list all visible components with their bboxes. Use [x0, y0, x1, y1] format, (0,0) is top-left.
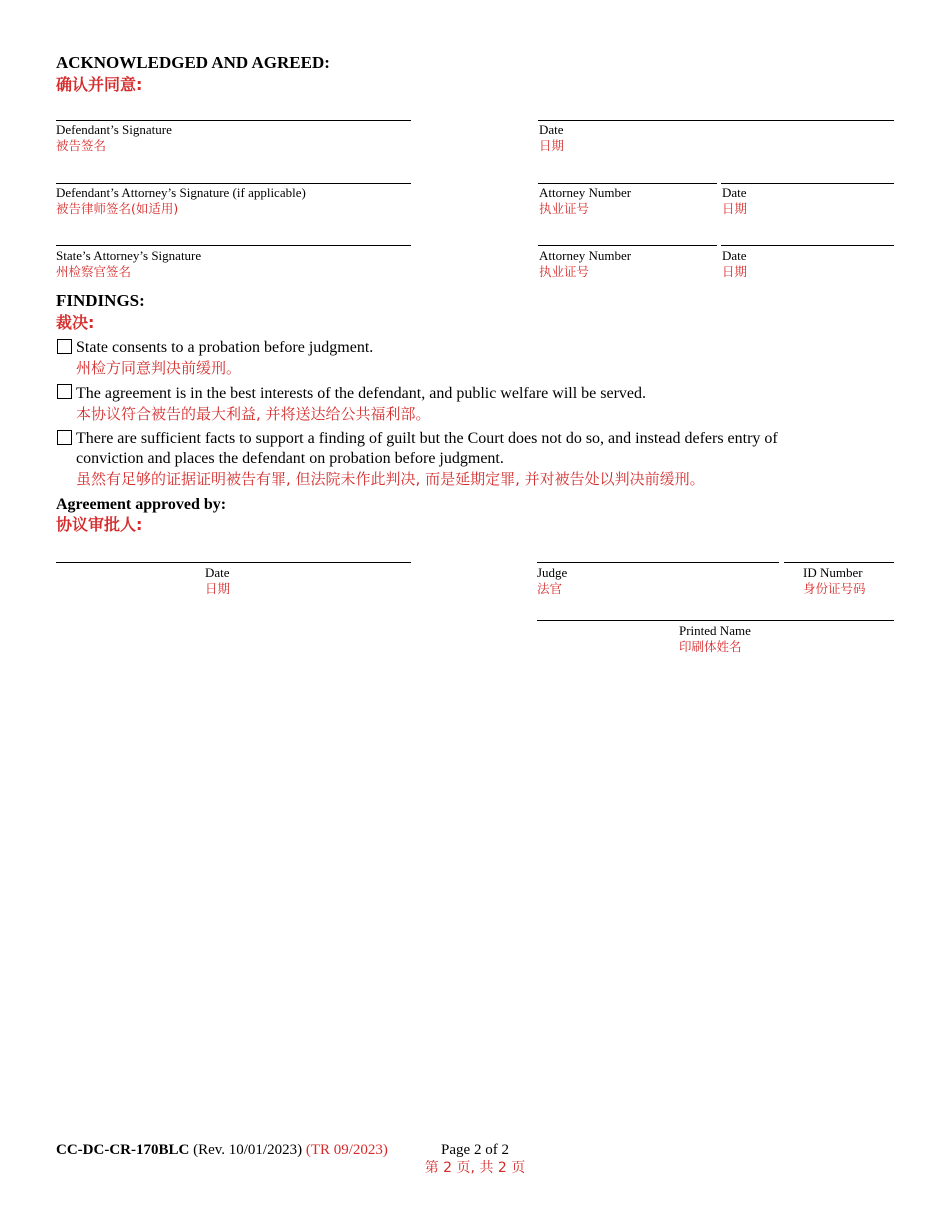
approval-heading — [56, 495, 226, 535]
approval-date-line[interactable] — [56, 562, 411, 563]
page-number — [420, 1141, 530, 1177]
defendant-attorney-date-line[interactable] — [721, 183, 894, 184]
page-number-zh: 第 2 页, 共 2 页 — [424, 1160, 526, 1176]
approval-date-label: Date 日期 — [205, 565, 231, 596]
finding-1-text: State consents to a probation before judgment. 州检方同意判决前缓刑。 — [76, 339, 374, 377]
defendant-attorney-date-label: Date 日期 — [722, 185, 748, 216]
findings-heading — [56, 290, 145, 334]
printed-name-label: Printed Name 印刷体姓名 — [679, 623, 751, 654]
findings-heading-zh: 裁决: — [56, 313, 95, 332]
form-identifier — [56, 1141, 388, 1159]
finding-2-text: The agreement is in the best interests of the defendant, and public welfare will be served. 本协议符合被告的最大利益, 并将送达给公共福利部。 — [76, 385, 647, 423]
defendant-date-line[interactable] — [538, 120, 894, 121]
defendant-attorney-signature-line[interactable] — [56, 183, 411, 184]
judge-label: Judge 法官 — [537, 565, 568, 596]
acknowledged-heading — [56, 52, 330, 96]
state-attorney-number-label: Attorney Number 执业证号 — [539, 248, 632, 279]
page-number-en: Page 2 of 2 — [441, 1142, 509, 1158]
approval-heading-en: Agreement approved by: — [56, 496, 227, 513]
finding-1-checkbox[interactable] — [57, 339, 72, 354]
id-number-line[interactable] — [784, 562, 894, 563]
form-number: CC-DC-CR-170BLC — [56, 1142, 190, 1158]
state-attorney-signature-label: State’s Attorney’s Signature 州检察官签名 — [56, 248, 202, 279]
defendant-signature-label: Defendant’s Signature 被告签名 — [56, 122, 172, 153]
acknowledged-heading-zh: 确认并同意: — [56, 75, 143, 94]
defendant-attorney-number-label: Attorney Number 执业证号 — [539, 185, 632, 216]
form-revision: (Rev. 10/01/2023) — [193, 1142, 303, 1158]
state-attorney-signature-line[interactable] — [56, 245, 411, 246]
finding-3-checkbox[interactable] — [57, 430, 72, 445]
finding-3-text: There are sufficient facts to support a finding of guilt but the Court does not do so, and instead defers entry of conviction and places the defendant on probation before judgment. 虽然有足够的证据证明被告有罪, 但法院未作此判决, 而是延期定罪, 并对被告处以判决前缓刑。 — [76, 430, 778, 488]
state-attorney-number-line[interactable] — [538, 245, 717, 246]
approval-heading-zh: 协议审批人: — [56, 515, 143, 534]
defendant-attorney-signature-label: Defendant’s Attorney’s Signature (if applicable) 被告律师签名(如适用) — [56, 185, 306, 216]
printed-name-line[interactable] — [537, 620, 894, 621]
state-attorney-date-label: Date 日期 — [722, 248, 748, 279]
id-number-label: ID Number 身份证号码 — [803, 565, 866, 596]
findings-heading-en: FINDINGS: — [56, 291, 145, 310]
defendant-signature-line[interactable] — [56, 120, 411, 121]
finding-2-checkbox[interactable] — [57, 384, 72, 399]
defendant-attorney-number-line[interactable] — [538, 183, 717, 184]
state-attorney-date-line[interactable] — [721, 245, 894, 246]
translation-revision: (TR 09/2023) — [305, 1142, 388, 1158]
judge-signature-line[interactable] — [537, 562, 779, 563]
acknowledged-heading-en: ACKNOWLEDGED AND AGREED: — [56, 53, 330, 72]
defendant-date-label: Date 日期 — [539, 122, 565, 153]
